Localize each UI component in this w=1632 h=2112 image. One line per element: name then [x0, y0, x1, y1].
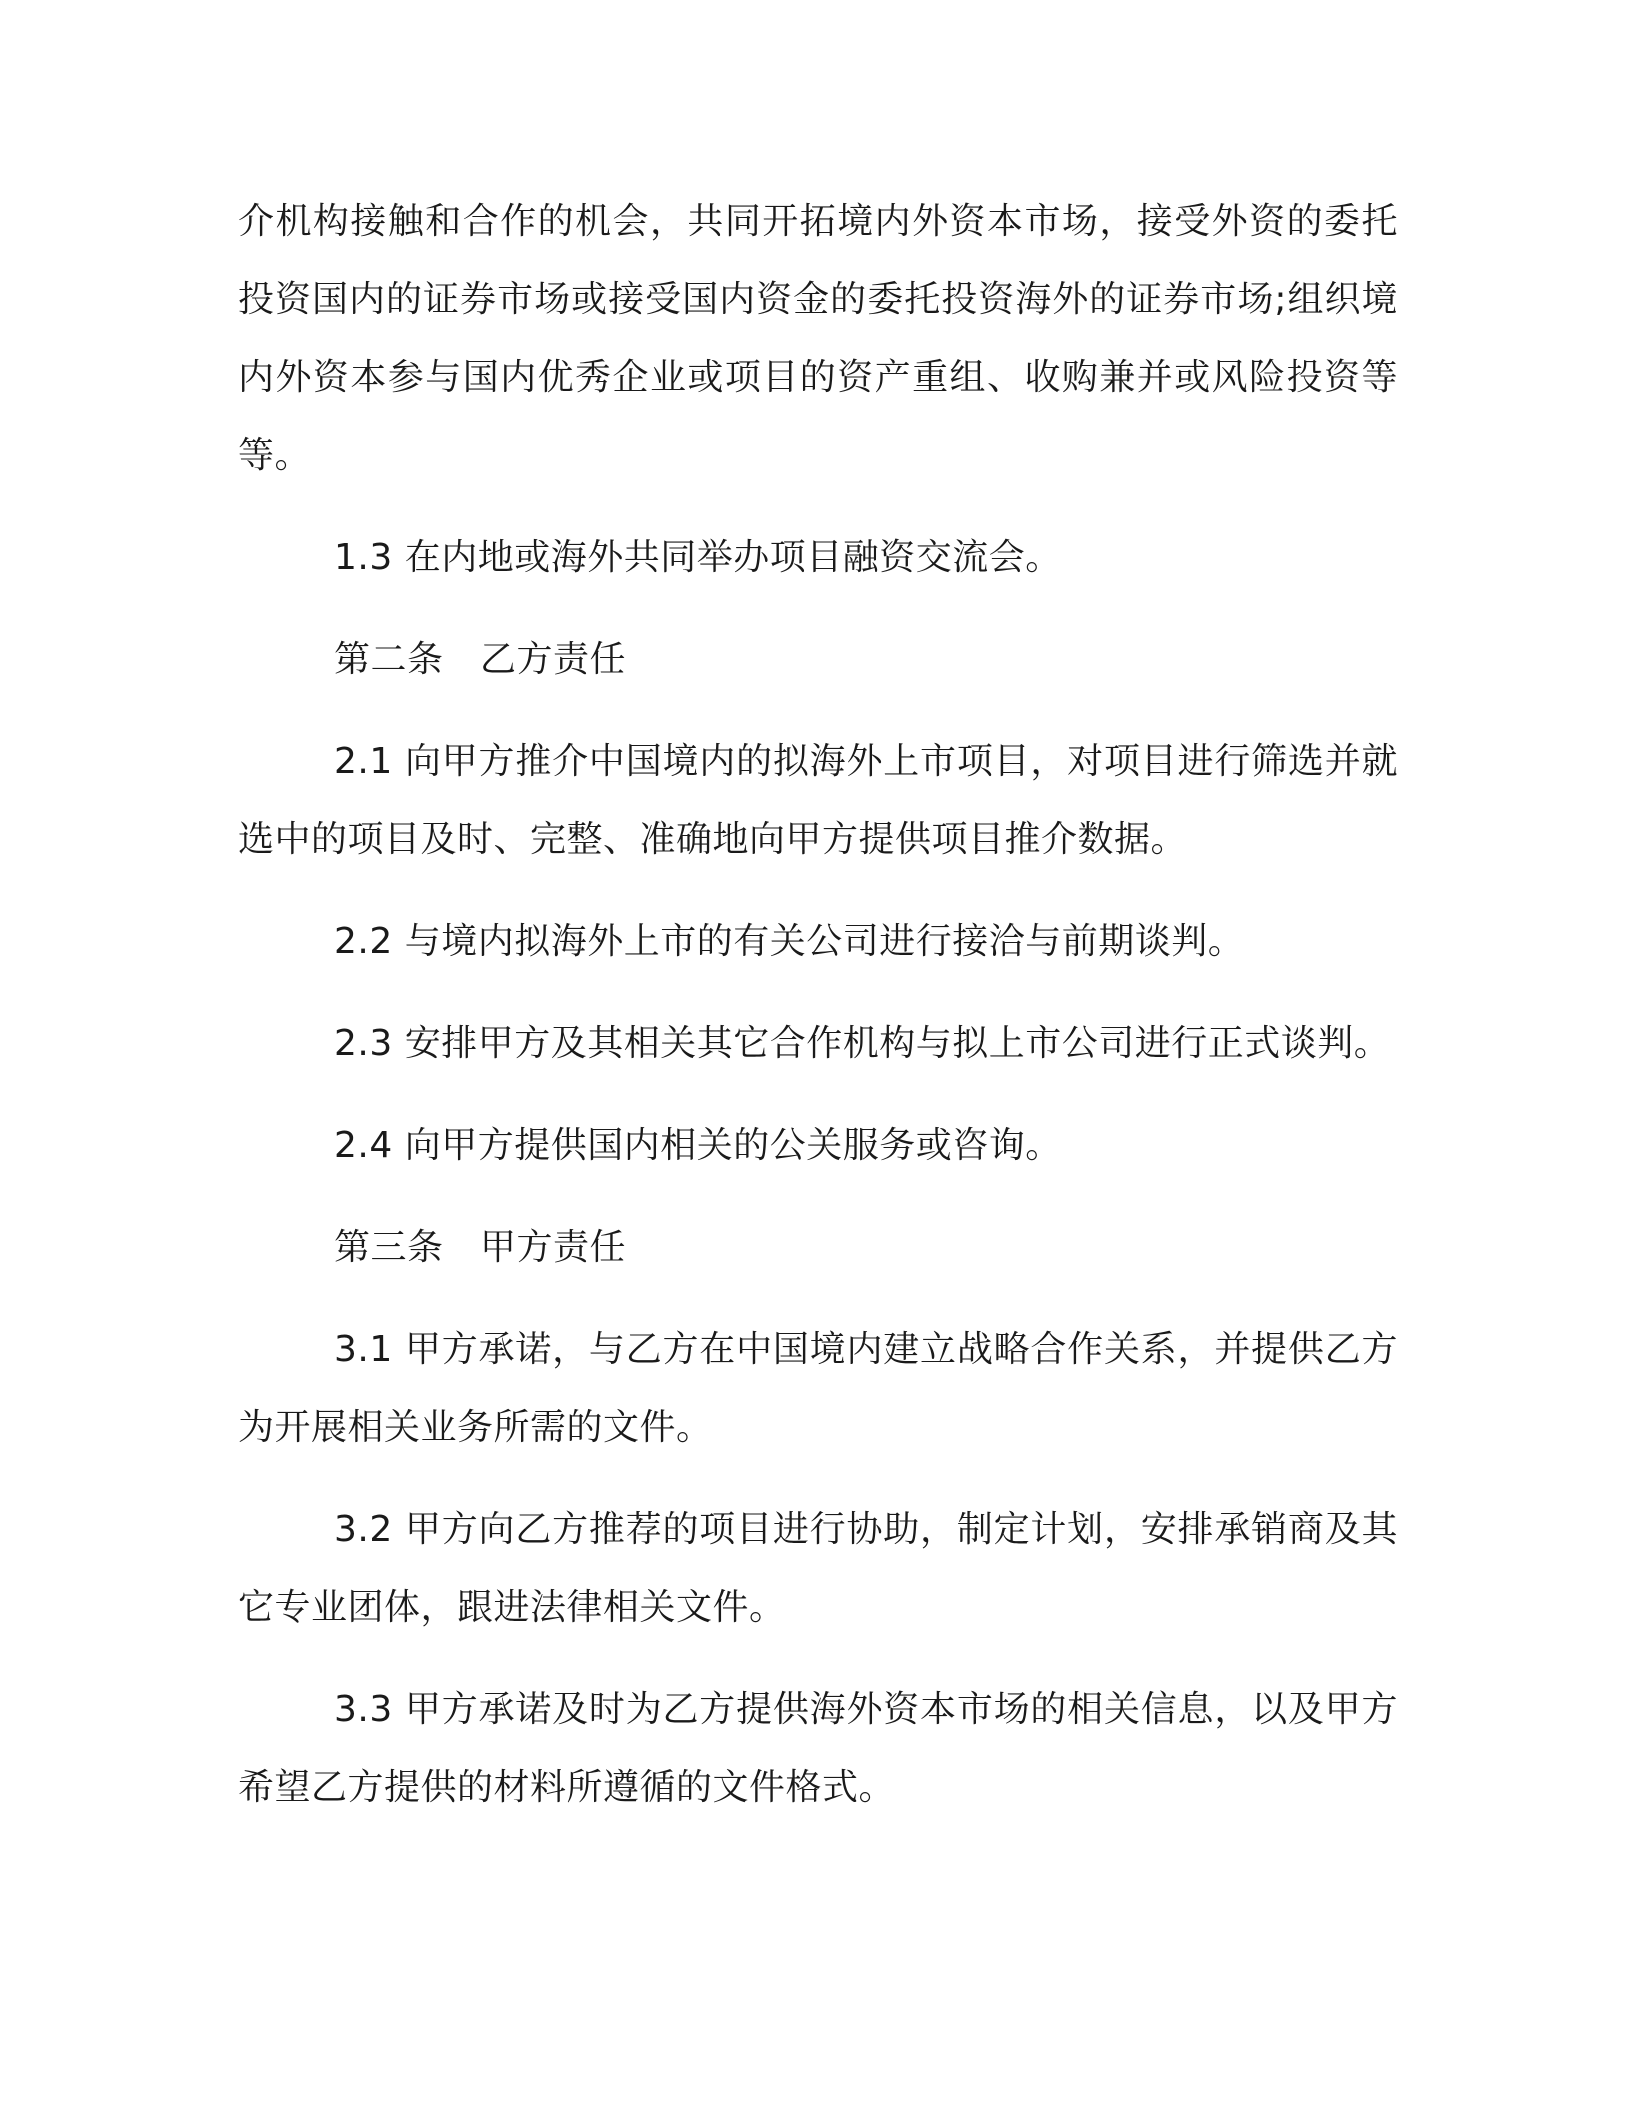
clause-2-1: 2.1 向甲方推介中国境内的拟海外上市项目，对项目进行筛选并就选中的项目及时、完整、准确地向甲方提供项目推介数据。	[238, 741, 1398, 860]
clause-2-4: 2.4 向甲方提供国内相关的公关服务或咨询。	[334, 1125, 1062, 1166]
clause-2-3: 2.3 安排甲方及其相关其它合作机构与拟上市公司进行正式谈判。	[334, 1023, 1391, 1064]
paragraph-continuation: 介机构接触和合作的机会，共同开拓境内外资本市场，接受外资的委托投资国内的证券市场或接受国内资金的委托投资海外的证券市场;组织境内外资本参与国内优秀企业或项目的资产重组、收购兼并或风险投资等等。	[238, 201, 1398, 476]
clause-2-2: 2.2 与境内拟海外上市的有关公司进行接洽与前期谈判。	[334, 921, 1245, 962]
clause-3-3: 3.3 甲方承诺及时为乙方提供海外资本市场的相关信息，以及甲方希望乙方提供的材料所遵循的文件格式。	[238, 1689, 1398, 1808]
document-body	[238, 183, 1398, 1851]
clause-3-2: 3.2 甲方向乙方推荐的项目进行协助，制定计划，安排承销商及其它专业团体，跟进法律相关文件。	[238, 1509, 1398, 1628]
clause-1-3: 1.3 在内地或海外共同举办项目融资交流会。	[334, 537, 1062, 578]
clause-3-1: 3.1 甲方承诺，与乙方在中国境内建立战略合作关系，并提供乙方为开展相关业务所需的文件。	[238, 1329, 1398, 1448]
article-3-heading: 第三条 甲方责任	[334, 1227, 627, 1268]
article-2-heading: 第二条 乙方责任	[334, 639, 627, 680]
